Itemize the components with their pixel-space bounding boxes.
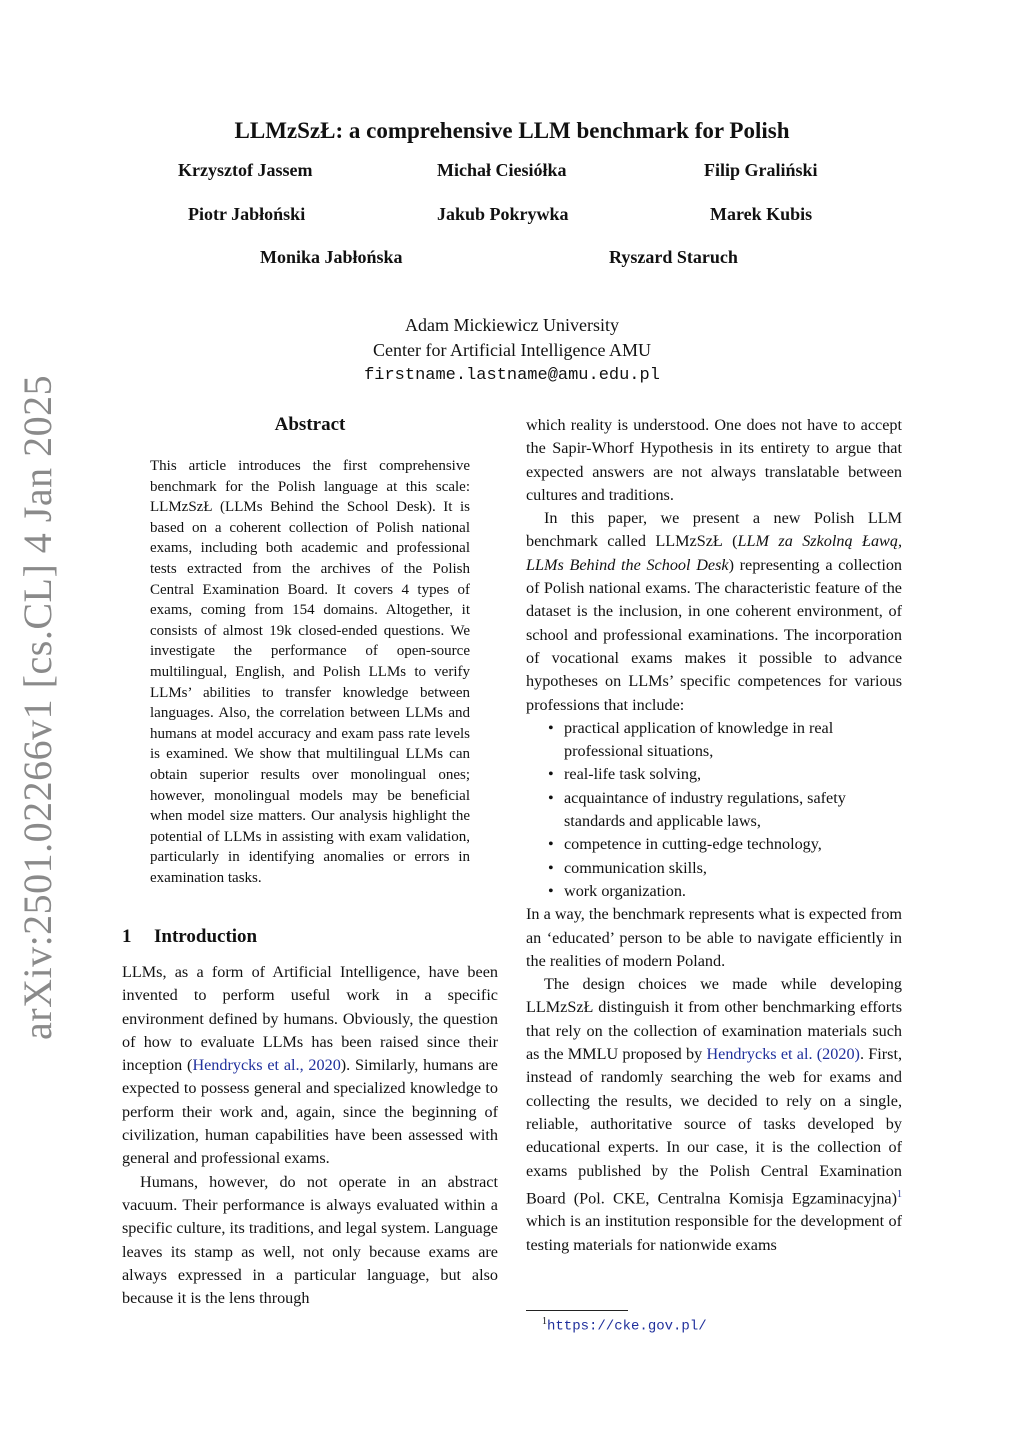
list-item: • acquaintance of industry regulations, safety standards and applicable laws, [526,787,902,834]
footnote-divider [526,1310,628,1311]
section-heading [122,926,257,948]
author-name: Filip Graliński [704,160,818,180]
list-item: • real-life task solving, [526,763,902,786]
author-email: firstname.lastname@amu.edu.pl [364,366,660,385]
list-item: • communication skills, [526,857,902,880]
affiliation-center: Center for Artificial Intelligence AMU [373,340,651,360]
competence-list [526,717,902,903]
paragraph: which reality is understood. One does not have to accept the Sapir-Whorf Hypothesis in its entirety to argue that expected answers are not always translatable between cultures and traditions. [526,416,902,504]
list-item: • work organization. [526,880,902,903]
paragraph: In a way, the benchmark represents what is expected from an ‘educated’ person to be able to navigate efficiently in the realities of modern Poland. [526,905,902,970]
abstract-heading: Abstract [274,414,346,435]
author-name: Ryszard Staruch [609,247,738,267]
footnote-url-link[interactable]: https://cke.gov.pl/ [547,1318,707,1335]
author-name: Piotr Jabłoński [188,204,306,224]
citation-link[interactable]: Hendrycks et al. (2020) [706,1045,860,1064]
author-name: Monika Jabłońska [260,247,403,267]
paragraph: In this paper, we present a new Polish LLM benchmark called LLMzSzŁ (LLM za Szkolną Ławą, LLMs Behind the School Desk) representing a collection of Polish national exams. The characteristic feature of the dataset is the inclusion, in one coherent environment, of school and professional examinations. The incorporation of vocational exams makes it possible to advance hypotheses on LLMs’ specific competences for various professions that include: [526,509,903,714]
footnote-marker[interactable]: 1 [897,1188,902,1200]
citation-link[interactable]: Hendrycks et al., 2020 [192,1056,341,1075]
right-column [526,414,902,1257]
list-item: • competence in cutting-edge technology, [526,833,902,856]
paragraph: The design choices we made while developing LLMzSzŁ distinguish it from other benchmarking efforts that rely on the collection of examination materials such as the MMLU proposed by Hendrycks et al. (2020). First, instead of randomly searching the web for exams and collecting the results, we decided to rely on a single, reliable, authoritative source of tasks developed by educational experts. In our case, it is the collection of exams published by the Polish Central Examination Board (Pol. CKE, Centralna Komisja Egzaminacyjna)$^1$ which is an institution responsible for the development of testing materials for nationwide exams [526,975,902,1254]
left-column [122,961,498,1310]
paragraph: LLMs, as a form of Artificial Intelligence, have been invented to perform useful work in a specific environment defined by humans. Obviously, the question of how to evaluate LLMs has been raised since their inception (Hendrycks et al., 2020). Similarly, humans are expected to possess general and specialized knowledge to perform their work and, again, since the beginning of civilization, human capabilities have been assessed with general and professional exams. [122,963,498,1168]
author-name: Marek Kubis [710,204,813,224]
paper-title: LLMzSzŁ: a comprehensive LLM benchmark for Polish [234,118,790,143]
arxiv-stamp: arXiv:2501.02266v1 [cs.CL] 4 Jan 2025 [15,374,60,1040]
section-number: 1 [122,926,132,947]
section-title: Introduction [154,926,258,947]
footnote [542,1316,707,1335]
author-name: Jakub Pokrywka [437,204,569,224]
paragraph: Humans, however, do not operate in an abstract vacuum. Their performance is always evaluated within a specific culture, its traditions, and legal system. Language leaves its stamp as well, not only because exams are always expressed in a particular language, but also because it is the lens through [122,1172,498,1308]
list-item: • practical application of knowledge in real professional situations, [526,717,902,764]
abstract-text: This article introduces the first comprehensive benchmark for the Polish language at this scale: LLMzSzŁ (LLMs Behind the School Desk). It is based on a coherent collection of Polish national exams, including both academic and professional tests extracted from the archives of the Polish Central Examination Board. It covers 4 types of exams, coming from 154 domains. Altogether, it consists of almost 19k closed-ended questions. We investigate the performance of open-source multilingual, English, and Polish LLMs to verify LLMs’ abilities to transfer knowledge between languages. Also, the correlation between LLMs and humans at model accuracy and exam pass rate levels is examined. We show that multilingual LLMs can obtain superior results over monolingual ones; however, monolingual models may be beneficial when model size matters. Our analysis highlight the potential of LLMs in assisting with exam validation, particularly in identifying anomalies or errors in examination tasks. [150,458,470,886]
affiliation-university: Adam Mickiewicz University [405,315,619,335]
author-name: Krzysztof Jassem [178,160,313,180]
footnote-number: 1 [542,1316,547,1327]
author-name: Michał Ciesiółka [437,160,567,180]
